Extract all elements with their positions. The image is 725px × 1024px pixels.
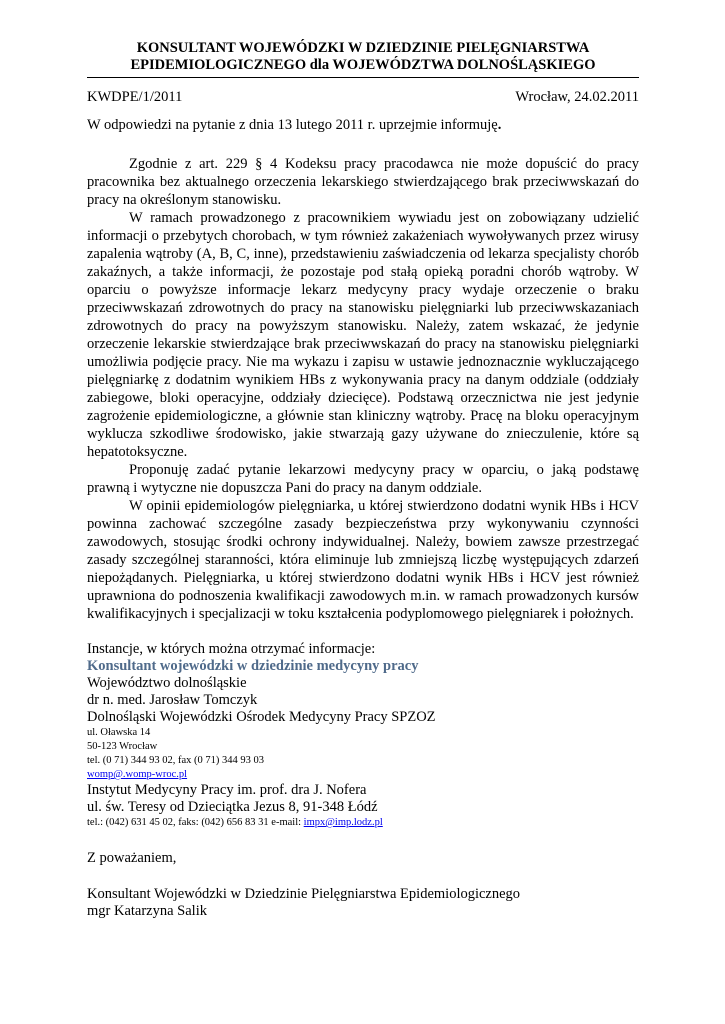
- signature-title: Konsultant Wojewódzki w Dziedzinie Pielęgniarstwa Epidemiologicznego: [87, 886, 521, 902]
- reference-number: KWDPE/1/2011: [87, 89, 183, 105]
- paragraph-3: Proponuję zadać pytanie lekarzowi medycyny pracy w oparciu, o jaką podstawę prawną i wytyczne nie dopuszcza Pani do pracy na danym oddziale.: [87, 462, 639, 496]
- document-page: [87, 40, 639, 920]
- signature-name: mgr Katarzyna Salik: [87, 903, 207, 919]
- reference-line: [87, 88, 639, 106]
- paragraph-4: W opinii epidemiologów pielęgniarka, u której stwierdzono dodatni wynik HBs i HCV powinna zachować szczególne zasady bezpieczeństwa przy wykonywaniu czynności zawodowych, stosując środki ochrony indywidualnej. Należy, bowiem zawsze przestrzegać zasady szczególnej staranności, która eliminuje lub zmniejszą liczbę występujących zdarzeń niepożądanych. Pielęgniarka, u której stwierdzono dodatni wynik HBs i HCV jest również uprawniona do podnoszenia kwalifikacji zawodowych m.in. w ramach prowadzonych kursów kwalifikacyjnych i specjalizacji w toku kształcenia podyplomowego pielęgniarek i położnych.: [87, 498, 639, 622]
- paragraph-2: W ramach prowadzonego z pracownikiem wywiadu jest on zobowiązany udzielić informacji o przebytych chorobach, w tym również zakażeniach wywoływanych przez wirusy zapalenia wątroby (A, B, C, inne), przedstawieniu zaświadczenia od lekarza specjalisty chorób zakaźnych, a także informacji, że pozostaje pod stałą opieką poradni chorób wątroby. W oparciu o powyższe informacje lekarz medycyny pracy wydaje orzeczenie o braku przeciwwskazań zdrowotnych do pracy na stanowisku pielęgniarki lub przeciwwskazaniach zdrowotnych do pracy na powyższym stanowisku. Należy, zatem wskazać, że jedynie orzeczenie lekarskie stwierdzające brak przeciwwskazań do pracy na stanowisku pielęgniarki umożliwia podjęcie pracy. Nie ma wykazu i zapisu w ustawie jednoznacznie wykluczającego pielęgniarkę z dodatnim wynikiem HBs z wykonywania pracy na danym oddziale (oddziały zabiegowe, bloki operacyjne, oddziały dziecięce). Podstawą orzecznictwa nie jest jedynie zagrożenie epidemiologiczne, a głównie stan kliniczny wątroby. Pracę na bloku operacyjnym wyklucza szkodliwe środowisko, jakie stwarzają gazy używane do znieczulenie, które są hepatotoksyczne.: [87, 210, 639, 460]
- header-line-2: EPIDEMIOLOGICZNEGO dla WOJEWÓDZTWA DOLNOŚLĄSKIEGO: [130, 57, 596, 73]
- region: Województwo dolnośląskie: [87, 675, 247, 691]
- center-email-link[interactable]: womp@.womp-wroc.pl: [87, 769, 188, 780]
- letter-body: [87, 155, 639, 623]
- center-street: ul. Oławska 14: [87, 727, 151, 738]
- intro-sentence: [87, 116, 639, 134]
- header-divider: [87, 77, 639, 78]
- closing-salutation: Z poważaniem,: [87, 850, 177, 866]
- institute-name: Instytut Medycyny Pracy im. prof. dra J. Nofera: [87, 782, 367, 798]
- institutions-heading: Instancje, w których można otrzymać informacje:: [87, 641, 376, 657]
- header-line-1: KONSULTANT WOJEWÓDZKI W DZIEDZINIE PIELĘGNIARSTWA: [136, 40, 590, 56]
- center-phone: tel. (0 71) 344 93 02, fax (0 71) 344 93 03: [87, 755, 265, 766]
- signature-block: [87, 886, 639, 920]
- document-header: [87, 40, 639, 74]
- institutions-section: [87, 641, 639, 830]
- institute-email-link[interactable]: impx@imp.lodz.pl: [303, 817, 383, 828]
- consultant-title: Konsultant wojewódzki w dziedzinie medycyny pracy: [87, 658, 419, 674]
- intro-text: W odpowiedzi na pytanie z dnia 13 lutego 2011 r. uprzejmie informuję: [87, 117, 498, 133]
- institute-phone: tel.: (042) 631 45 02, faks: (042) 656 83 31 e-mail:: [87, 817, 304, 828]
- institute-address: ul. św. Teresy od Dzieciątka Jezus 8, 91-348 Łódź: [87, 799, 378, 815]
- place-and-date: Wrocław, 24.02.2011: [515, 89, 639, 105]
- center-city: 50-123 Wrocław: [87, 741, 158, 752]
- paragraph-1: Zgodnie z art. 229 § 4 Kodeksu pracy pracodawca nie może dopuścić do pracy pracownika bez aktualnego orzeczenia lekarskiego stwierdzającego brak przeciwwskazań do pracy na określonym stanowisku.: [87, 156, 639, 208]
- intro-dot: .: [497, 117, 502, 133]
- medical-center: Dolnośląski Wojewódzki Ośrodek Medycyny Pracy SPZOZ: [87, 709, 436, 725]
- doctor-name: dr n. med. Jarosław Tomczyk: [87, 692, 258, 708]
